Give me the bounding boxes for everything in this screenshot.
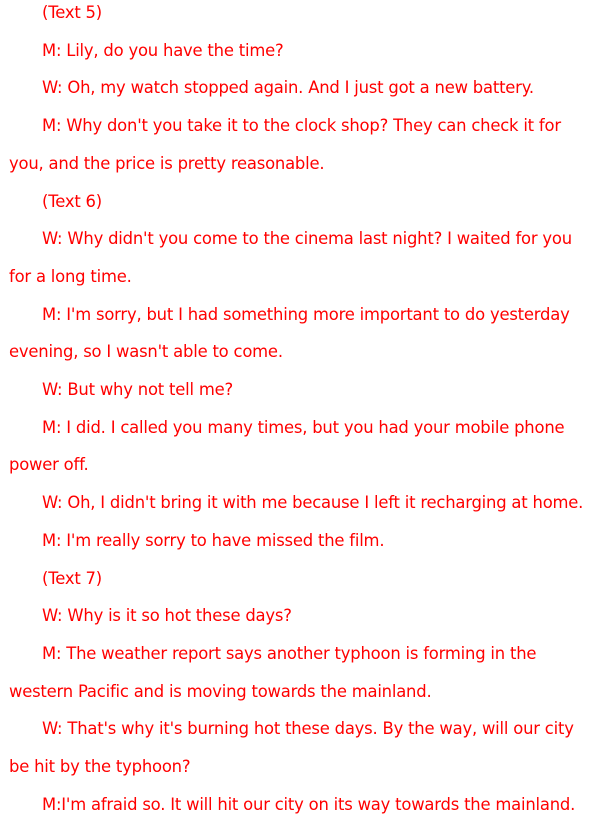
- dialogue-line: M: Lily, do you have the time?: [42, 40, 284, 60]
- dialogue-line: W: Why didn't you come to the cinema last night? I waited for you for a long time.: [9, 229, 572, 286]
- dialogue-line: M: I'm really sorry to have missed the film.: [42, 530, 385, 550]
- dialogue-line: M: Why don't you take it to the clock shop? They can check it for you, and the price is pretty reasonable.: [9, 116, 561, 173]
- section-heading-text-6: (Text 6): [42, 191, 102, 211]
- dialogue-line: W: Oh, my watch stopped again. And I just got a new battery.: [42, 78, 534, 98]
- dialogue-line: W: But why not tell me?: [42, 380, 233, 400]
- dialogue-line: M: The weather report says another typhoon is forming in the western Pacific and is moving towards the mainland.: [9, 643, 537, 701]
- dialogue-line: M: I did. I called you many times, but you had your mobile phone power off.: [9, 417, 565, 475]
- section-heading-text-5: (Text 5): [42, 3, 102, 22]
- dialogue-line: W: Why is it so hot these days?: [42, 606, 292, 626]
- dialogue-line: W: Oh, I didn't bring it with me because I left it recharging at home.: [42, 493, 584, 513]
- section-heading-text-7: (Text 7): [42, 568, 102, 588]
- dialogue-line: M: I'm sorry, but I had something more important to do yesterday evening, so I wasn't able to come.: [9, 304, 570, 362]
- dialogue-line: M:I'm afraid so. It will hit our city on its way towards the mainland.: [42, 794, 576, 814]
- dialogue-line: W: That's why it's burning hot these days. By the way, will our city be hit by the typhoon?: [9, 719, 574, 777]
